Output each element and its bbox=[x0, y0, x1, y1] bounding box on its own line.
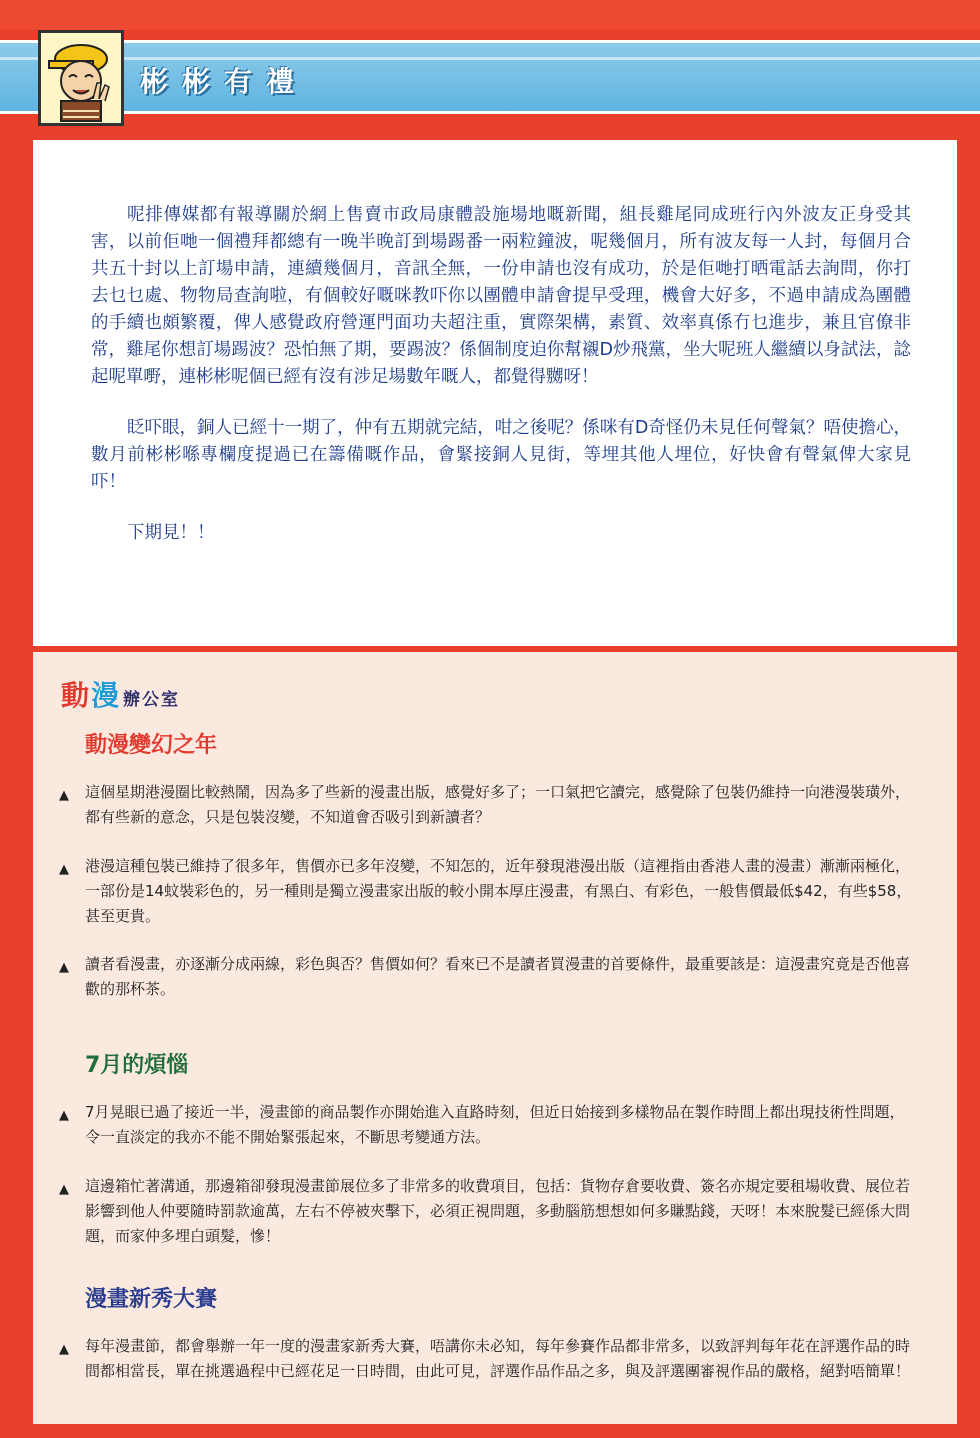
section-title: 7月的煩惱 bbox=[85, 1053, 189, 1078]
list-item: ▲ 每年漫畫節，都會舉辦一年一度的漫畫家新秀大賽，唔講你未必知，每年參賽作品都非常多，以致評判每年花在評選作品的時間都相當長，單在挑選過程中已經花足一日時間，由此可見，評選作品作品之多，與及評選團審視作品的嚴格，絕對唔簡單！ bbox=[59, 1337, 911, 1380]
list-item: ▲ 讀者看漫畫，亦逐漸分成兩線，彩色與否？售價如何？看來已不是讀者買漫畫的首要條件，最重要該是：這漫畫究竟是否他喜歡的那杯茶。 bbox=[59, 955, 911, 998]
mascot-box bbox=[38, 30, 124, 126]
intro-panel bbox=[33, 140, 957, 646]
section-title: 動漫變幻之年 bbox=[85, 733, 218, 758]
triangle-bullet-icon: ▲ bbox=[59, 862, 69, 877]
section-title: 漫畫新秀大賽 bbox=[85, 1287, 218, 1312]
list-item: ▲ 這個星期港漫圈比較熱鬧，因為多了些新的漫畫出版，感覺好多了；一口氣把它讀完，感覺除了包裝仍維持一向港漫裝璜外，都有些新的意念，只是包裝沒變，不知道會否吸引到新讀者？ bbox=[59, 783, 911, 826]
logo-char-1: 動 bbox=[61, 679, 90, 712]
intro-paragraph: 下期見！！ bbox=[127, 523, 215, 543]
top-strip bbox=[0, 0, 980, 30]
list-item: ▲ 7月晃眼已過了接近一半，漫畫節的商品製作亦開始進入直路時刻，但近日始接到多樣物品在製作時間上都出現技術性問題，令一直淡定的我亦不能不開始緊張起來，不斷思考變通方法。 bbox=[59, 1103, 905, 1146]
office-panel bbox=[33, 652, 957, 1424]
triangle-bullet-icon: ▲ bbox=[59, 1108, 69, 1123]
triangle-bullet-icon: ▲ bbox=[59, 1182, 69, 1197]
logo-char-2: 漫 bbox=[91, 679, 120, 712]
office-logo bbox=[61, 674, 180, 714]
triangle-bullet-icon: ▲ bbox=[59, 960, 69, 975]
triangle-bullet-icon: ▲ bbox=[59, 1342, 69, 1357]
column-title: 彬彬有禮 bbox=[140, 65, 309, 98]
list-item: ▲ 這邊箱忙著溝通，那邊箱卻發現漫畫節展位多了非常多的收費項目，包括：貨物存倉要收費、簽名亦規定要租場收費、展位若影響到他人仲要隨時罰款逾萬，左右不停被夾擊下，必須正視問題，多動腦筋想想如何多賺點錢，天呀！本來脫髮已經係大問題，而家仲多埋白頭髮，慘！ bbox=[59, 1177, 911, 1245]
list-item: ▲ 港漫這種包裝已維持了很多年，售價亦已多年沒變，不知怎的，近年發現港漫出版（這裡指由香港人畫的漫畫）漸漸兩極化，一部份是14蚊裝彩色的，另一種則是獨立漫畫家出版的較小開本厚庄漫畫，有黑白、有彩色，一般售價最低$42，有些$58，甚至更貴。 bbox=[59, 857, 912, 925]
intro-paragraph: 眨吓眼，銅人已經十一期了，仲有五期就完結，咁之後呢？係咪有D奇怪仍未見任何聲氣？唔使擔心，數月前彬彬喺專欄度提過已在籌備嘅作品，會緊接銅人見街，等埋其他人埋位，好快會有聲氣俾大家見吓！ bbox=[91, 418, 911, 492]
intro-paragraphs bbox=[91, 202, 911, 571]
triangle-bullet-icon: ▲ bbox=[59, 788, 69, 803]
boy-with-cap-peace-sign-icon bbox=[41, 33, 121, 123]
logo-subtitle: 辦公室 bbox=[123, 690, 181, 710]
intro-paragraph: 呢排傳媒都有報導關於網上售賣市政局康體設施場地嘅新聞，組長雞尾同成班行內外波友正身受其害，以前佢哋一個禮拜都總有一晚半晚訂到場踢番一兩粒鐘波，呢幾個月，所有波友每一人封，每個月合共五十封以上訂場申請，連續幾個月，音訊全無，一份申請也沒有成功，於是佢哋打晒電話去詢問，你打去乜乜處、物物局查詢啦，有個較好嘅咪教吓你以團體申請會提早受理，機會大好多，不過申請成為團體的手續也頗繁覆，俾人感覺政府營運門面功夫超注重，實際架構，素質、效率真係冇乜進步，兼且官僚非常，雞尾你想訂場踢波？恐怕無了期，要踢波？係個制度迫你幫襯D炒飛黨，坐大呢班人繼續以身試法，諗起呢單嘢，連彬彬呢個已經有沒有涉足場數年嘅人，都覺得嬲呀！ bbox=[91, 205, 911, 387]
